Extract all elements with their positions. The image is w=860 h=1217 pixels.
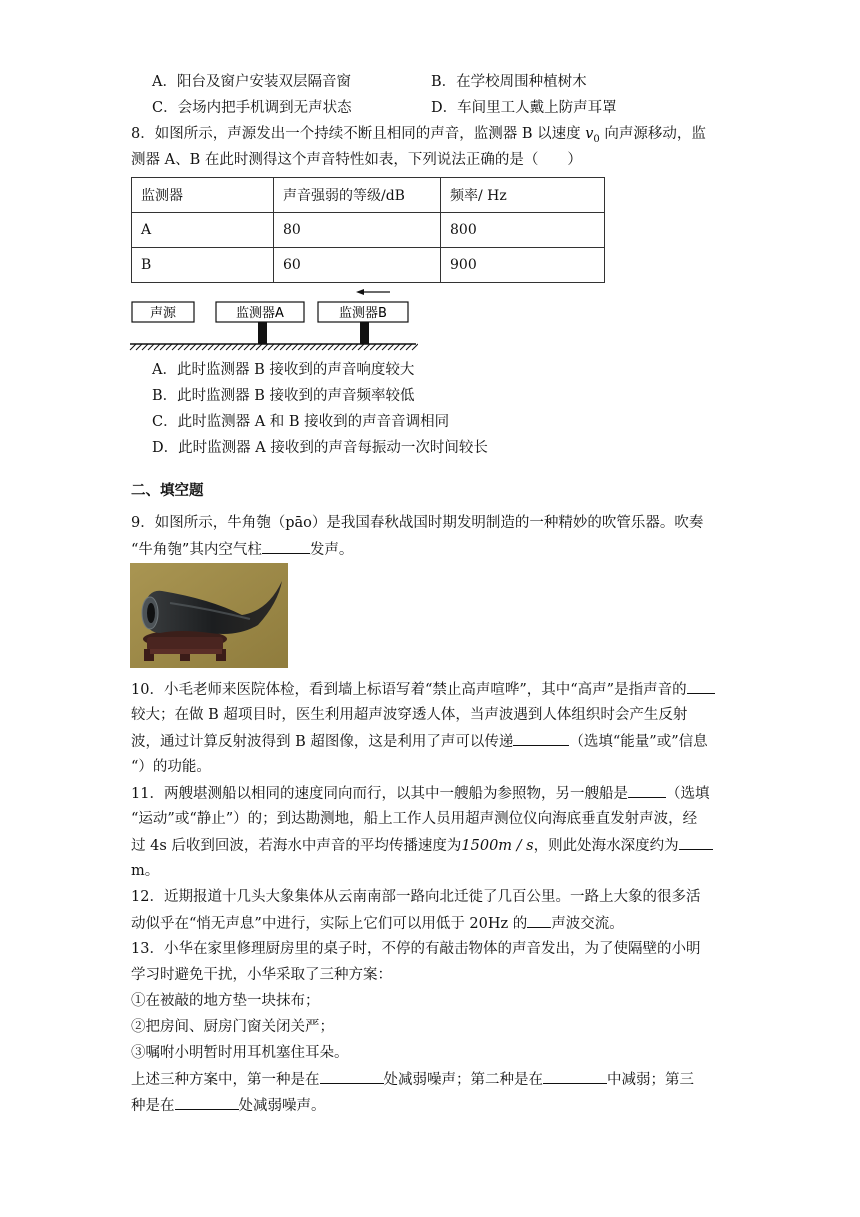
q10-text-b: 波，通过计算反射波得到 B 超图像，这是利用了声可以传递 — [131, 734, 514, 750]
q7-option-d: D．车间里工人戴上防声耳罩 — [431, 100, 617, 116]
q13-plan2: ②把房间、厨房门窗关闭关严； — [131, 1019, 334, 1035]
q7-option-b: B．在学校周围种植树木 — [431, 74, 587, 90]
sound-source-diagram — [128, 286, 418, 352]
q13-line6 — [131, 1069, 694, 1090]
q8-stem-line2: 测器 A、B 在此时测得这个声音特性如表，下列说法正确的是（ ） — [131, 152, 582, 168]
q13-text-e: 处减弱噪声。 — [238, 1098, 326, 1114]
monitor-b-post — [360, 322, 369, 344]
q8-stem-line1 — [131, 124, 706, 150]
q11-text-c: 过 4s 后收到回波，若海水中声音的平均传播速度为 — [131, 838, 462, 854]
answer-blank[interactable] — [175, 1095, 239, 1110]
table-header-row — [132, 178, 605, 213]
q13-text-c: 中减弱；第三 — [607, 1072, 694, 1088]
q7-option-c: C．会场内把手机调到无声状态 — [152, 100, 352, 116]
table-header-cell: 频率/ Hz — [441, 178, 605, 213]
direction-arrow-head — [356, 289, 364, 295]
table-header-cell: 监测器 — [132, 178, 274, 213]
table-cell: A — [132, 213, 274, 248]
monitor-b-label: 监测器B — [339, 306, 387, 321]
table-cell: 900 — [441, 248, 605, 283]
q8-data-table — [131, 177, 605, 283]
table-cell: B — [132, 248, 274, 283]
q8-option-b: B．此时监测器 B 接收到的声音频率较低 — [152, 388, 415, 404]
q9-line2 — [131, 539, 353, 560]
answer-blank[interactable] — [543, 1069, 607, 1084]
table-row — [132, 248, 605, 283]
q8-option-c: C．此时监测器 A 和 B 接收到的声音音调相同 — [152, 414, 450, 430]
q13-line7 — [131, 1095, 326, 1116]
answer-blank[interactable] — [513, 731, 569, 746]
q7-option-a: A．阳台及窗户安装双层隔音窗 — [152, 74, 351, 90]
q9-line1: 9．如图所示，牛角匏（pāo）是我国春秋战国时期发明制造的一种精妙的吹管乐器。吹奏 — [131, 515, 704, 531]
q10-line1 — [131, 679, 715, 700]
table-row — [132, 213, 605, 248]
q13-text-d: 种是在 — [131, 1098, 175, 1114]
q13-plan1: ①在被敲的地方垫一块抹布； — [131, 993, 320, 1009]
q8-stem-text-a: 8．如图所示，声源发出一个持续不断且相同的声音，监测器 B 以速度 — [131, 126, 586, 142]
q13-plan3: ③嘱咐小明暂时用耳机塞住耳朵。 — [131, 1045, 349, 1061]
q11-text-a: 11．两艘堪测船以相同的速度同向而行，以其中一艘船为参照物，另一艘船是 — [131, 786, 628, 802]
table-header-cell: 声音强弱的等级/dB — [274, 178, 441, 213]
table-cell: 800 — [441, 213, 605, 248]
q11-line1 — [131, 783, 709, 804]
q12-line1: 12．近期报道十几头大象集体从云南南部一路向北迁徙了几百公里。一路上大象的很多活 — [131, 889, 701, 905]
q8-option-d: D．此时监测器 A 接收到的声音每振动一次时间较长 — [152, 440, 488, 456]
q12-text-b: 声波交流。 — [551, 916, 624, 932]
velocity-symbol: v — [585, 126, 594, 142]
table-cell: 60 — [274, 248, 441, 283]
q9-text-b: 发声。 — [309, 542, 354, 558]
monitor-a-post — [258, 322, 267, 344]
q8-stem-text-b: 向声源移动，监 — [599, 126, 706, 142]
sound-source-label: 声源 — [149, 306, 177, 321]
q8-option-a: A．此时监测器 B 接收到的声音响度较大 — [152, 362, 415, 378]
q10-line2: 较大；在做 B 超项目时，医生利用超声波穿透人体，当声波遇到人体组织时会产生反射 — [131, 707, 688, 723]
q9-text-a: “牛角匏”其内空气柱 — [131, 542, 262, 558]
q11-line4: m。 — [131, 863, 160, 879]
ground-hatching — [130, 344, 418, 350]
q12-text-a: 动似乎在“悄无声息”中进行，实际上它们可以用低于 20Hz 的 — [131, 916, 528, 932]
q13-line2: 学习时避免干扰，小华采取了三种方案： — [131, 967, 392, 983]
table-cell: 80 — [274, 213, 441, 248]
q11-speed-value: 1500m / s — [461, 838, 534, 854]
section-heading: 二、填空题 — [131, 483, 204, 499]
answer-blank[interactable] — [527, 913, 551, 928]
q13-text-a: 上述三种方案中，第一种是在 — [131, 1072, 320, 1088]
q11-text-d: ，则此处海水深度约为 — [533, 838, 679, 854]
q10-line3 — [131, 731, 708, 752]
q11-text-b: （选填 — [665, 786, 710, 802]
q10-text-a: 10．小毛老师来医院体检，看到墙上标语写着“禁止高声喧哗”，其中“高声”是指声音的 — [131, 682, 687, 698]
ox-horn-instrument-image — [130, 563, 288, 668]
q12-line2 — [131, 913, 624, 934]
monitor-a-label: 监测器A — [236, 306, 284, 321]
answer-blank[interactable] — [628, 783, 666, 798]
answer-blank[interactable] — [687, 679, 715, 694]
answer-blank[interactable] — [679, 835, 713, 850]
q10-text-c: （选填“能量”或”信息 — [569, 734, 708, 750]
q11-line3 — [131, 835, 713, 856]
q13-line1: 13．小华在家里修理厨房里的桌子时，不停的有敲击物体的声音发出，为了使隔壁的小明 — [131, 941, 701, 957]
answer-blank[interactable] — [320, 1069, 384, 1084]
q11-line2: “运动”或“静止”）的；到达勘测地，船上工作人员用超声测位仪向海底垂直发射声波，经 — [131, 811, 698, 827]
q10-line4: “）的功能。 — [131, 759, 211, 775]
answer-blank[interactable] — [262, 539, 310, 554]
velocity-subscript: 0 — [593, 133, 600, 145]
q13-text-b: 处减弱噪声；第二种是在 — [383, 1072, 543, 1088]
